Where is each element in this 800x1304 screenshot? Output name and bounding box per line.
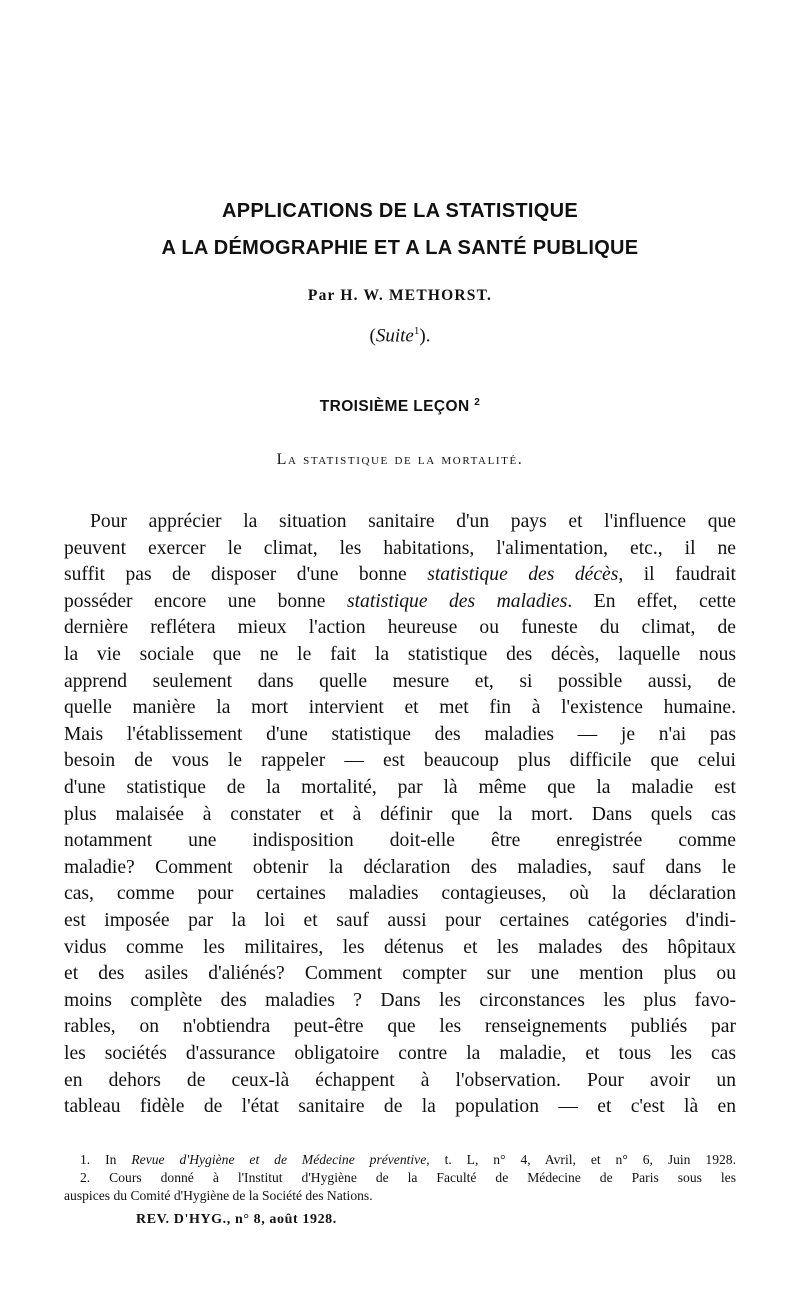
body-line-text: et des asiles d'aliénés? Comment compter sur une mention plus ou xyxy=(64,963,736,985)
body-line xyxy=(64,1094,736,1120)
footnote-2-line-1: 2. Cours donné à l'Institut d'Hygiène de la Faculté de Médecine de Paris sous les xyxy=(80,1170,736,1185)
body-line-text: . En effet, cette xyxy=(567,590,736,612)
author-byline: Par H. W. METHORST. xyxy=(307,287,493,304)
body-line xyxy=(64,695,736,721)
body-line-text: peuvent exercer le climat, les habitations, l'alimentation, etc., il ne xyxy=(64,537,736,559)
body-line xyxy=(64,1014,736,1040)
suite-footnote-mark: 1 xyxy=(413,325,420,337)
body-line-text: la vie sociale que ne le fait la statistique des décès, laquelle nous xyxy=(64,644,736,665)
body-line-text: quelle manière la mort intervient et met fin à l'existence humaine. xyxy=(64,697,736,719)
body-line-text: tableau fidèle de l'état sanitaire de la population — et c'est là en xyxy=(64,1096,736,1118)
body-line-text: en dehors de ceux-là échappent à l'observation. Pour avoir un xyxy=(64,1069,736,1091)
body-line xyxy=(64,748,736,774)
body-line xyxy=(64,961,736,987)
body-line xyxy=(64,536,736,562)
body-line xyxy=(64,828,736,854)
body-line xyxy=(64,615,736,641)
body-line xyxy=(64,802,736,828)
body-line xyxy=(64,1041,736,1067)
lesson-heading-text: TROISIÈME LEÇON xyxy=(319,398,470,416)
body-line-text: rables, on n'obtiendra peut-être que les renseignements publiés par xyxy=(64,1016,736,1038)
body-line-text: dernière reflétera mieux l'action heureuse ou funeste du climat, de xyxy=(64,617,736,639)
body-line xyxy=(90,509,736,535)
body-line-emphasis: statistique des décès xyxy=(427,564,619,586)
running-footer: REV. D'HYG., n° 8, août 1928. xyxy=(136,1212,337,1227)
body-line xyxy=(64,642,736,668)
body-line-text: est imposée par la loi et sauf aussi pour certaines catégories d'indi- xyxy=(64,910,736,931)
body-line-text: vidus comme les militaires, les détenus et les malades des hôpitaux xyxy=(64,936,736,958)
body-line xyxy=(64,935,736,961)
body-line-text: besoin de vous le rappeler — est beaucoup plus difficile que celui xyxy=(64,750,736,772)
body-line-text: suffit pas de disposer d'une bonne xyxy=(64,564,428,586)
lesson-footnote-mark: 2 xyxy=(474,397,481,408)
body-line xyxy=(64,722,736,748)
article-title-line-2: A LA DÉMOGRAPHIE ET A LA SANTÉ PUBLIQUE xyxy=(161,237,639,259)
body-line-emphasis: statistique des maladies xyxy=(346,590,568,612)
body-line-text: maladie? Comment obtenir la déclaration des maladies, sauf dans le xyxy=(64,856,736,878)
body-line-text: les sociétés d'assurance obligatoire contre la maladie, et tous les cas xyxy=(64,1043,736,1064)
body-line xyxy=(64,855,736,881)
body-line xyxy=(64,1068,736,1094)
body-line xyxy=(64,881,736,907)
section-title: La statistique de la mortalité. xyxy=(276,451,524,468)
body-line xyxy=(64,589,736,615)
body-line-text: Mais l'établissement d'une statistique des maladies — je n'ai pas xyxy=(64,723,736,745)
body-line-text: , il faudrait xyxy=(618,564,737,586)
body-line-text: notamment une indisposition doit-elle être enregistrée comme xyxy=(64,830,736,852)
body-line xyxy=(64,562,736,588)
body-line-text: posséder encore une bonne xyxy=(64,590,347,612)
body-line-text: moins complète des maladies ? Dans les circonstances les plus favo- xyxy=(64,989,736,1011)
article-title-line-1: APPLICATIONS DE LA STATISTIQUE xyxy=(221,200,579,222)
footnote-1-post: , t. L, n° 4, Avril, et n° 6, Juin 1928. xyxy=(426,1152,736,1167)
body-line xyxy=(64,669,736,695)
footnote-1-pre: 1. In xyxy=(80,1152,132,1167)
footnote-2-line-2: auspices du Comité d'Hygiène de la Société des Nations. xyxy=(64,1188,373,1203)
body-line xyxy=(64,775,736,801)
body-line-text: d'une statistique de la mortalité, par là même que la maladie est xyxy=(64,777,736,798)
suite-word: Suite xyxy=(375,325,414,347)
suite-close: ). xyxy=(419,325,431,347)
body-line-text: plus malaisée à constater et à définir que la mort. Dans quels cas xyxy=(64,803,736,825)
body-line xyxy=(64,988,736,1014)
body-line-text: apprend seulement dans quelle mesure et, si possible aussi, de xyxy=(64,670,736,692)
body-line-text: cas, comme pour certaines maladies contagieuses, où la déclaration xyxy=(64,883,736,905)
body-line xyxy=(64,908,736,934)
footnote-1-journal: Revue d'Hygiène et de Médecine préventive xyxy=(131,1152,427,1167)
body-line-text: Pour apprécier la situation sanitaire d'un pays et l'influence que xyxy=(90,511,736,532)
lesson-heading xyxy=(0,397,800,416)
footnote-1 xyxy=(80,1151,736,1169)
suite-note xyxy=(0,325,800,347)
suite-open: ( xyxy=(369,325,376,347)
